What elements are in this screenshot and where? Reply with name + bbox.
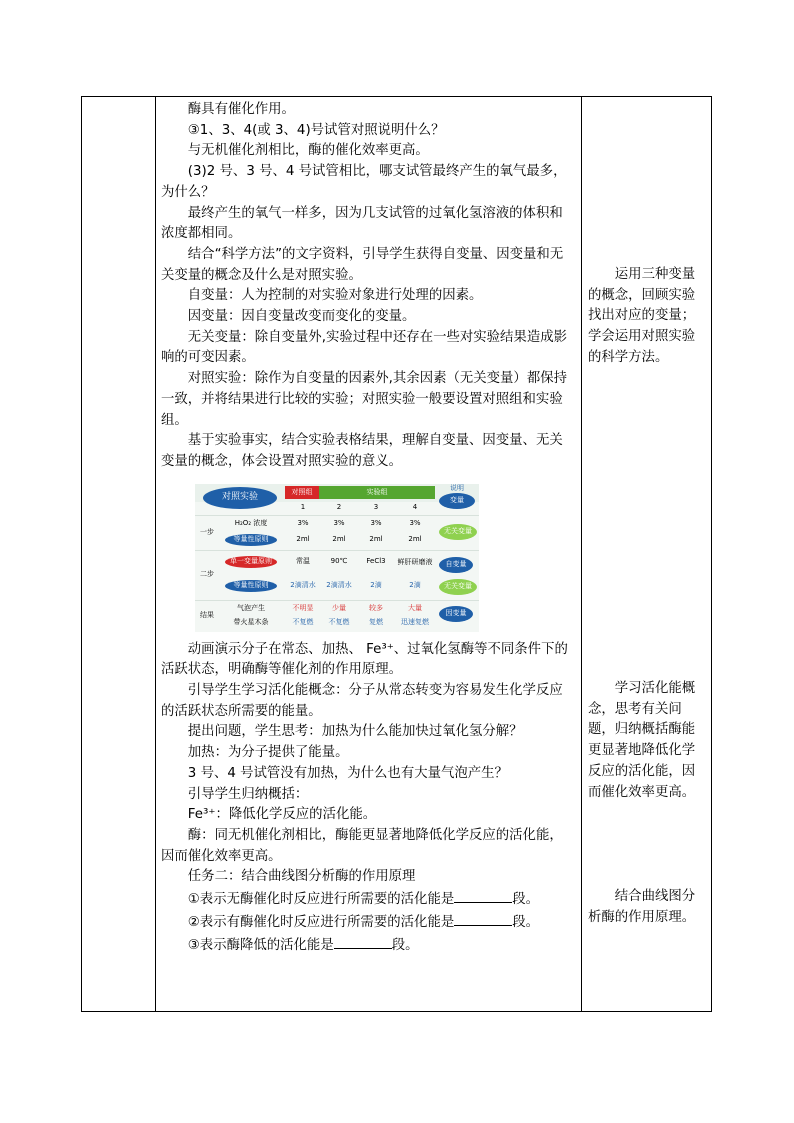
- paragraph: 提出问题，学生思考：加热为什么能加快过氧化氢分解？: [187, 724, 523, 740]
- paragraph: 对照实验：除作为自变量的因素外,其余因素（无关变量）都保持一致，并将结果进行比较的实验；对照实验一般要设置对照组和实验组。: [161, 371, 567, 428]
- answer-blank[interactable]: [454, 888, 512, 903]
- paragraph: 动画演示分子在常态、加热、 Fe³⁺、过氧化氢酶等不同条件下的活跃状态，明确酶等催化剂的作用原理。: [161, 641, 568, 678]
- row-divider: [195, 550, 479, 551]
- paragraph: 因变量：因自变量改变而变化的变量。: [187, 309, 416, 325]
- paragraph: (3)2 号、3 号、4 号试管相比，哪支试管最终产生的氧气最多，为什么？: [161, 164, 567, 200]
- paragraph: 酶具有催化作用。: [187, 102, 295, 117]
- paragraph: 引导学生学习活化能概念：分子从常态转变为容易发生化学反应的活跃状态所需要的能量。: [161, 683, 563, 719]
- volume-value: 2ml: [408, 535, 422, 544]
- condition-value: 鲜肝研磨液: [397, 557, 433, 566]
- tube-number: 4: [412, 503, 418, 512]
- lesson-table: [81, 96, 712, 1012]
- design-intent-note-1: [582, 265, 713, 369]
- drop-value: 2滴清水: [326, 581, 352, 590]
- note-text: 学习活化能概念，思考有关问题，归纳概括酶能更显著地降低化学反应的活化能，因而催化效率更高。: [588, 681, 696, 800]
- tube-number: 2: [336, 503, 342, 512]
- row-gas-label: 气泡产生: [237, 603, 265, 612]
- row-h2o2-label: H₂O₂ 浓度: [234, 519, 268, 528]
- paragraph: 酶：同无机催化剂相比，酶能更显著地降低化学反应的活化能，因而催化效率更高。: [161, 827, 563, 864]
- equal-principle-pill: 等量性原则: [225, 534, 277, 546]
- column-divider-right: [581, 97, 582, 1011]
- single-variable-pill: 单一变量原则: [225, 556, 277, 568]
- h2o2-value: 3%: [333, 519, 345, 528]
- question-suffix: 段。: [391, 937, 419, 953]
- paragraph: 结合“科学方法”的文字资料，引导学生获得自变量、因变量和无关变量的概念及什么是对照实验。: [161, 246, 564, 283]
- drop-value: 2滴: [409, 581, 421, 590]
- gas-value: 较多: [369, 603, 383, 612]
- condition-value: 常温: [296, 557, 310, 566]
- row-divider: [195, 515, 479, 516]
- answer-blank[interactable]: [334, 934, 392, 949]
- answer-blank[interactable]: [454, 911, 512, 926]
- drop-value: 2滴: [370, 581, 382, 590]
- paragraph: 3 号、4 号试管没有加热，为什么也有大量气泡产生？: [187, 765, 508, 781]
- paragraph: 与无机催化剂相比，酶的催化效率更高。: [187, 143, 429, 159]
- row-divider: [195, 600, 479, 601]
- gas-value: 不明显: [292, 603, 314, 612]
- header-control-group: 对照组: [285, 486, 319, 499]
- paragraph: 无关变量：除自变量外,实验过程中还存在一些对实验结果造成影响的可变因素。: [161, 329, 567, 366]
- infographic-title: 对照实验: [203, 487, 277, 509]
- h2o2-value: 3%: [409, 519, 421, 528]
- volume-value: 2ml: [296, 535, 310, 544]
- question-text: ②表示有酶催化时反应进行所需要的活化能是: [187, 914, 455, 930]
- main-text-block-2: [161, 640, 575, 888]
- fill-in-question: [161, 888, 575, 911]
- independent-variable-tag: 自变量: [439, 557, 473, 573]
- wood-value: 迅速复燃: [401, 617, 429, 626]
- paragraph: 最终产生的氧气一样多，因为几支试管的过氧化氢溶液的体积和浓度都相同。: [161, 205, 563, 242]
- teaching-process-column: [155, 97, 581, 956]
- volume-value: 2ml: [369, 535, 383, 544]
- control-experiment-infographic: [195, 484, 479, 632]
- condition-value: 90℃: [330, 557, 348, 566]
- fill-in-question: [161, 934, 575, 957]
- paragraph: 加热：为分子提供了能量。: [187, 745, 349, 761]
- h2o2-value: 3%: [370, 519, 382, 528]
- equal-principle-pill: 等量性原则: [225, 580, 277, 592]
- header-experiment-group: 实验组: [319, 486, 435, 499]
- step-two-label: 二步: [200, 570, 214, 579]
- fill-in-question: [161, 911, 575, 934]
- row-wood-label: 带火星木条: [233, 617, 269, 626]
- dependent-variable-tag: 因变量: [439, 606, 473, 622]
- irrelevant-variable-tag: 无关变量: [439, 524, 477, 540]
- irrelevant-variable-tag-2: 无关变量: [439, 579, 477, 595]
- fill-in-questions: [161, 888, 575, 956]
- note-text: 结合曲线图分析酶的作用原理。: [588, 889, 696, 925]
- question-text: ③表示酶降低的活化能是: [187, 937, 334, 953]
- paragraph: 自变量：人为控制的对实验对象进行处理的因素。: [187, 288, 483, 304]
- paragraph: 任务二：结合曲线图分析酶的作用原理: [187, 869, 416, 885]
- tube-number: 1: [300, 503, 306, 512]
- wood-value: 复燃: [369, 617, 383, 626]
- gas-value: 大量: [408, 603, 422, 612]
- wood-value: 不复燃: [328, 617, 350, 626]
- h2o2-value: 3%: [297, 519, 309, 528]
- note-text: 运用三种变量的概念，回顾实验找出对应的变量；学会运用对照实验的科学方法。: [588, 267, 696, 365]
- result-label: 结果: [200, 611, 214, 620]
- main-text-block-1: [161, 100, 575, 473]
- header-note: 说明: [450, 484, 464, 493]
- tube-number: 3: [373, 503, 379, 512]
- design-intent-note-2: [582, 679, 713, 803]
- question-suffix: 段。: [512, 914, 540, 930]
- volume-value: 2ml: [332, 535, 346, 544]
- design-intent-note-3: [582, 887, 713, 928]
- paragraph: 基于实验事实，结合实验表格结果，理解自变量、因变量、无关变量的概念，体会设置对照实验的意义。: [161, 433, 563, 469]
- gas-value: 少量: [332, 603, 346, 612]
- question-text: ①表示无酶催化时反应进行所需要的活化能是: [187, 892, 455, 908]
- question-suffix: 段。: [512, 892, 540, 908]
- paragraph: 引导学生归纳概括：: [187, 786, 309, 802]
- drop-value: 2滴清水: [290, 581, 316, 590]
- header-variable-pill: 变量: [439, 493, 475, 509]
- wood-value: 不复燃: [292, 617, 314, 626]
- condition-value: FeCl3: [366, 557, 386, 566]
- paragraph: Fe³⁺：降低化学反应的活化能。: [187, 807, 377, 823]
- step-one-label: 一步: [200, 528, 214, 537]
- paragraph: ③1、3、4(或 3、4)号试管对照说明什么？: [187, 122, 445, 138]
